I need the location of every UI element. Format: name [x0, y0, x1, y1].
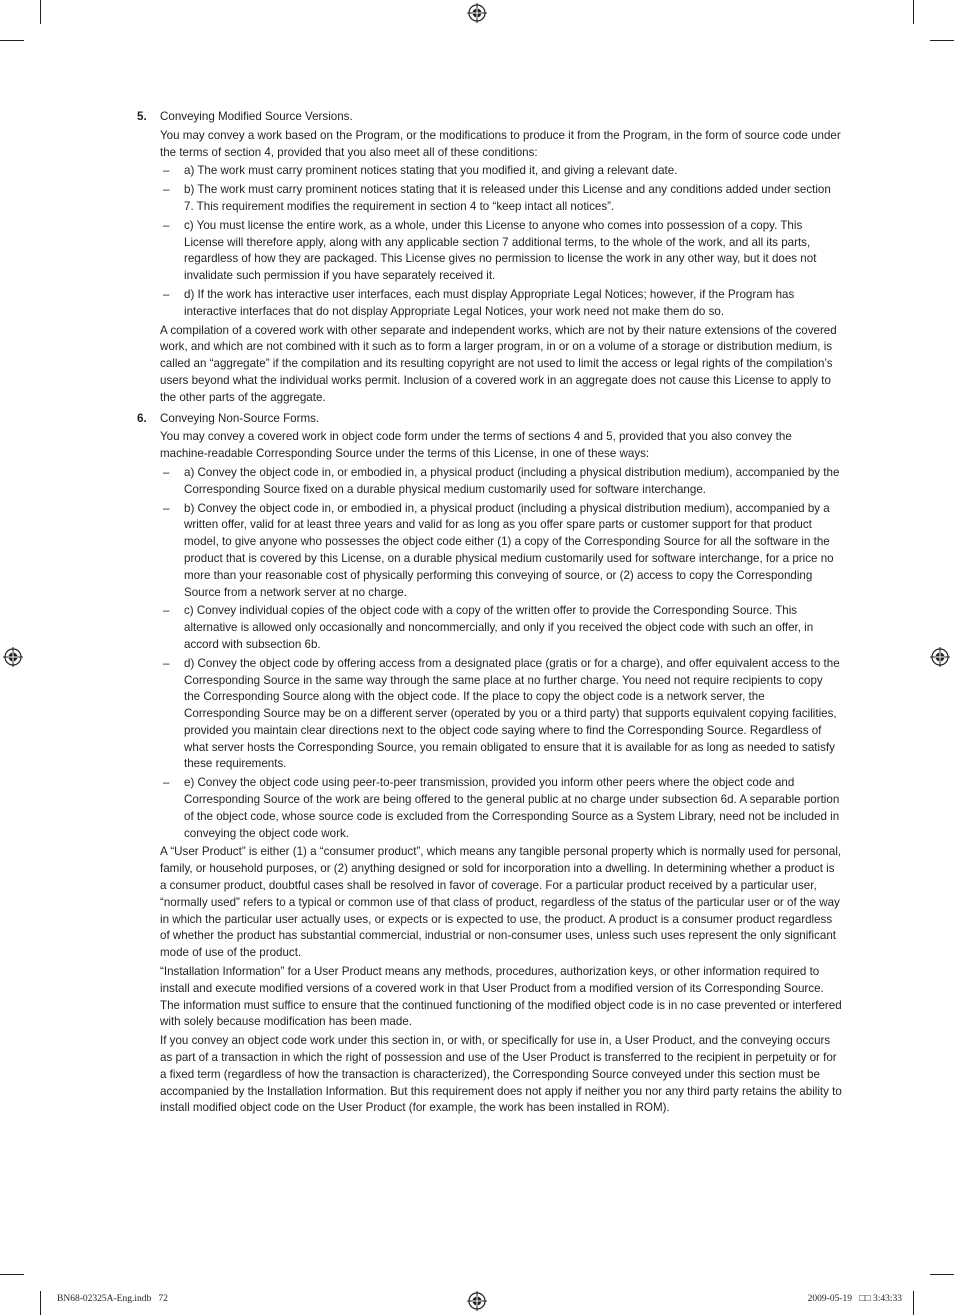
dash-marker: –	[163, 183, 170, 197]
section-intro: You may convey a covered work in object code form under the terms of sections 4 and 5, provided that you also convey the machine-readable Corresponding Source under the terms of this License, in one of these ways:	[160, 430, 792, 461]
section-title: Conveying Modified Source Versions.	[160, 110, 353, 123]
dash-marker: –	[163, 776, 170, 790]
list-item-text: d) If the work has interactive user interfaces, each must display Appropriate Legal Notices; however, if the Program has interactive interfaces that do not display Appropriate Legal Notices, your work need not make them do so.	[184, 287, 795, 318]
dash-marker: –	[163, 656, 170, 670]
list-item-text: a) Convey the object code in, or embodied in, a physical product (including a physical distribution medium), accompanied by the Corresponding Source fixed on a durable physical medium customarily used for software interchange.	[184, 465, 840, 496]
section-6	[137, 411, 842, 1118]
paragraph: “Installation Information” for a User Product means any methods, procedures, authorization keys, or other information required to install and execute modified versions of a covered work in that User Product from a modified version of its Corresponding Source. The information must suffice to ensure that the continued functioning of the modified object code is in no case prevented or interfered with solely because modification has been made.	[160, 965, 842, 1029]
dash-marker: –	[163, 164, 170, 178]
crop-mark-top-left-h	[0, 40, 24, 41]
crop-mark-bottom-right-h	[930, 1274, 954, 1275]
list-item-text: c) Convey individual copies of the object code with a copy of the written offer to provide the Corresponding Source. This alternative is allowed only occasionally and noncommercially, and only if you received the object code with such an offer, in accord with subsection 6b.	[184, 604, 814, 651]
section-number: 6.	[137, 411, 147, 425]
list-item-text: b) Convey the object code in, or embodied in, a physical product (including a physical distribution medium), accompanied by a written offer, valid for at least three years and valid for as long as you offer spare parts or customer support for that product model, to give anyone who possesses the object code either (1) a copy of the Corresponding Source for all the software in the product that is covered by this License, on a durable physical medium customarily used for software interchange, for a price no more than your reasonable cost of physically performing this conveying of source, or (2) access to copy the Corresponding Source from a network server at no charge.	[184, 501, 834, 599]
list-item	[160, 501, 842, 602]
dash-marker: –	[163, 287, 170, 301]
list-item-text: e) Convey the object code using peer-to-peer transmission, provided you inform other peers where the object code and Corresponding Source of the work are being offered to the general public at no charge under subsection 6d. A separable portion of the object code, whose source code is excluded from the Corresponding Source as a System Library, need not be included in conveying the object code work.	[184, 776, 840, 840]
list-item	[160, 218, 842, 285]
registration-target-icon	[930, 647, 950, 667]
section-5	[137, 109, 842, 407]
list-item	[160, 656, 842, 774]
crop-mark-bottom-right	[913, 1291, 914, 1315]
list-item	[160, 163, 842, 180]
list-item-text: a) The work must carry prominent notices stating that you modified it, and giving a relevant date.	[184, 164, 678, 178]
condition-list	[160, 163, 842, 320]
registration-target-icon	[3, 647, 23, 667]
list-item-text: b) The work must carry prominent notices stating that it is released under this License and any conditions added under section 7. This requirement modifies the requirement in section 4 to “keep intact all notices”.	[184, 183, 831, 213]
list-item-text: c) You must license the entire work, as a whole, under this License to anyone who comes into possession of a copy. This License will therefore apply, along with any applicable section 7 additional terms, to the whole of the work, and all its parts, regardless of how they are packaged. This License gives no permission to license the work in any other way, but it does not invalidate such permission if you have separately received it.	[184, 218, 817, 283]
section-intro: You may convey a work based on the Program, or the modifications to produce it from the Program, in the form of source code under the terms of section 4, provided that you also meet all of these conditions:	[160, 128, 841, 159]
list-item	[160, 775, 842, 842]
dash-marker: –	[163, 501, 170, 515]
list-item-text: d) Convey the object code by offering access from a designated place (gratis or for a charge), and offer equivalent access to the Corresponding Source in the same way through the same place at no further charge. You need not require recipients to copy the Corresponding Source along with the object code. If the place to copy the object code is a network server, the Corresponding Source may be on a different server (operated by you or a third party) that supports equivalent copying facilities, provided you maintain clear directions next to the object code saying where to find the Corresponding Source. Regardless of what server hosts the Corresponding Source, you remain obligated to ensure that it is available for as long as needed to satisfy these requirements.	[184, 656, 840, 771]
footer-timestamp: 2009-05-19 □□ 3:43:33	[807, 1294, 902, 1304]
list-item	[160, 603, 842, 653]
dash-marker: –	[163, 218, 170, 232]
registration-target-icon	[467, 1291, 487, 1311]
crop-mark-bottom-left	[40, 1291, 41, 1315]
crop-mark-bottom-left-h	[0, 1274, 24, 1275]
footer-file-info: BN68-02325A-Eng.indb 72	[57, 1294, 168, 1304]
paragraph: If you convey an object code work under this section in, or with, or specifically for use in, a User Product, and the conveying occurs as part of a transaction in which the right of possession and use of the User Product is transferred to the recipient in perpetuity or for a fixed term (regardless of how the transaction is characterized), the Corresponding Source conveyed under this section must be accompanied by the Installation Information. But this requirement does not apply if neither you nor any third party retains the ability to install modified object code on the User Product (for example, the work has been installed in ROM).	[160, 1034, 842, 1115]
section-number: 5.	[137, 110, 147, 123]
condition-list	[160, 465, 842, 843]
crop-mark-top-left	[40, 0, 41, 24]
list-item	[160, 465, 842, 499]
paragraph: A compilation of a covered work with other separate and independent works, which are not by their nature extensions of the covered work, and which are not combined with it such as to form a larger program, in or on a volume of a storage or distribution medium, is called an “aggregate” if the compilation and its resulting copyright are not used to limit the access or legal rights of the compilation’s users beyond what the individual works permit. Inclusion of a covered work in an aggregate does not cause this License to apply to the other parts of the aggregate.	[160, 323, 837, 404]
paragraph: A “User Product” is either (1) a “consumer product”, which means any tangible personal property which is normally used for personal, family, or household purposes, or (2) anything designed or sold for incorporation into a dwelling. In determining whether a product is a consumer product, doubtful cases shall be resolved in favor of coverage. For a particular product received by a particular user, “normally used” refers to a typical or common use of that class of product, regardless of the status of the particular user or of the way in which the particular user actually uses, or expects or is expected to use, the product. A product is a consumer product regardless of whether the product has substantial commercial, industrial or non-consumer uses, unless such uses represent the only significant mode of use of the product.	[160, 845, 842, 960]
crop-mark-top-right	[913, 0, 914, 24]
document-body	[137, 109, 842, 1119]
list-item	[160, 182, 842, 216]
dash-marker: –	[163, 604, 170, 618]
registration-target-icon	[467, 3, 487, 23]
crop-mark-top-right-h	[930, 40, 954, 41]
list-item	[160, 287, 842, 321]
section-title: Conveying Non-Source Forms.	[160, 411, 320, 425]
dash-marker: –	[163, 465, 170, 479]
